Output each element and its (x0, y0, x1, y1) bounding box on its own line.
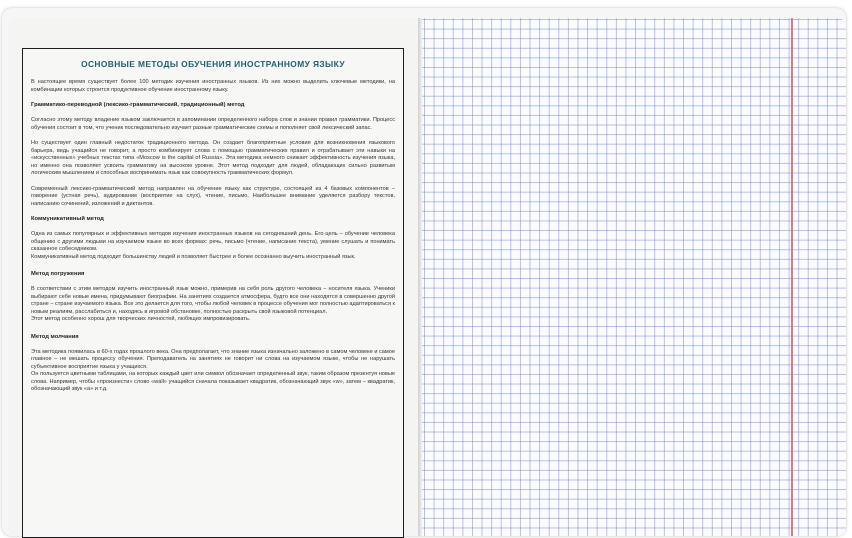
notebook-spread (2, 8, 846, 536)
cover-inner-page (8, 18, 418, 536)
grid-paper-page (422, 18, 846, 536)
section-heading-silent-way: Метод молчания (31, 333, 79, 340)
page-title: ОСНОВНЫЕ МЕТОДЫ ОБУЧЕНИЯ ИНОСТРАННОМУ ЯЗЫКУ (81, 59, 345, 69)
paragraph: Но существует один главный недостаток традиционного метода. Он создает благоприятные условия для возникновения языкового барьера, ведь учащийся не говорит, а просто комбинирует слова с помощью грамматических правил и отрабатывает эти навыки на «искусственных» учебных текстах типа «Moscow is the capital of Russia». Эта методика немного снижает эффективность изучения языка, но именно она позволяет усвоить грамматику на высоком уровне. Этот метод подходит для людей, обладающих сильно развитым логическим мышлением и способных воспринимать язык как совокупность грамматических формул. (31, 140, 395, 176)
paragraph: Согласно этому методу владение языком заключается в запоминании определенного набора слов и знании правил грамматики. Процесс обучения состоит в том, что ученик последовательно изучает разные грамматические схемы и пополняет свой лексический запас. (31, 117, 395, 131)
section-heading-grammar-translation: Грамматико-переводной (лексико-грамматический, традиционный) метод (31, 102, 245, 108)
paragraph: Коммуникативный метод подходит большинству людей и позволяет быстрее и более осознанно выучить иностранный язык. (31, 253, 356, 260)
paragraph: Этот метод особенно хорош для творческих личностей, любящих импровизировать. (31, 316, 251, 322)
paragraph: В соответствии с этим методом изучить иностранный язык можно, примерив на себя роль другого человека – носителя языка. Ученики выбирают себе новые имена, придумывают биографии. На занятиях создается атмосфера, будто все они находятся в совершенно другой стране – стране изучаемого языка. Все это делается для того, чтобы любой человек в процессе обучения мог полностью адаптироваться к новым реалиям, расслабиться и, находясь в игровой обстановке, полностью раскрыть свой языковой потенциал. (31, 286, 395, 315)
intro-paragraph: В настоящее время существует более 100 методик изучения иностранных языков. Из них можно выделить ключевые методики, на комбинации которых строится продуктивное обучение иностранному языку. (31, 79, 395, 93)
paragraph: Современный лексико-грамматический метод направлен на обучение языку как структуре, состоящей из 4 базовых компонентов – говорение (устная речь), аудирование (восприятие на слух), чтение, письмо. Наибольшее внимание уделяется разбору текстов, написанию сочинений, изложений и диктантов. (31, 185, 395, 207)
section-heading-immersion: Метод погружения (31, 271, 85, 277)
paragraph: Он пользуется цветными таблицами, на которых каждый цвет или символ обозначает определенный звук, таким образом презентуя новые слова. Например, чтобы «произнести» слово «wall» учащийся сначала показывает квадратик, обозначающий звук «w», затем – квадратик, обозначающий звук «a» и т.д. (31, 371, 395, 392)
paragraph: Одна из самых популярных и эффективных методов изучения иностранных языков на сегодняшний день. Его цель – обучение человека общению с другими людьми на изучаемом языке во всех формах: речь, письмо (чтение, написание текста), умение слушать и понимать сказанное собеседником. (31, 231, 395, 252)
paragraph: Эта методика появилась в 60-х годах прошлого века. Она предполагает, что знание языка изначально заложено в самом человеке и самое главное – не мешать процессу обучения. Преподаватель на занятиях не говорит ни слова на изучаемом языке, чтобы не нарушать субъективное восприятие языка у учащихся. (31, 348, 395, 370)
info-text-block (22, 48, 404, 538)
section-heading-communicative: Коммуникативный метод (31, 216, 104, 222)
margin-line (791, 18, 793, 536)
